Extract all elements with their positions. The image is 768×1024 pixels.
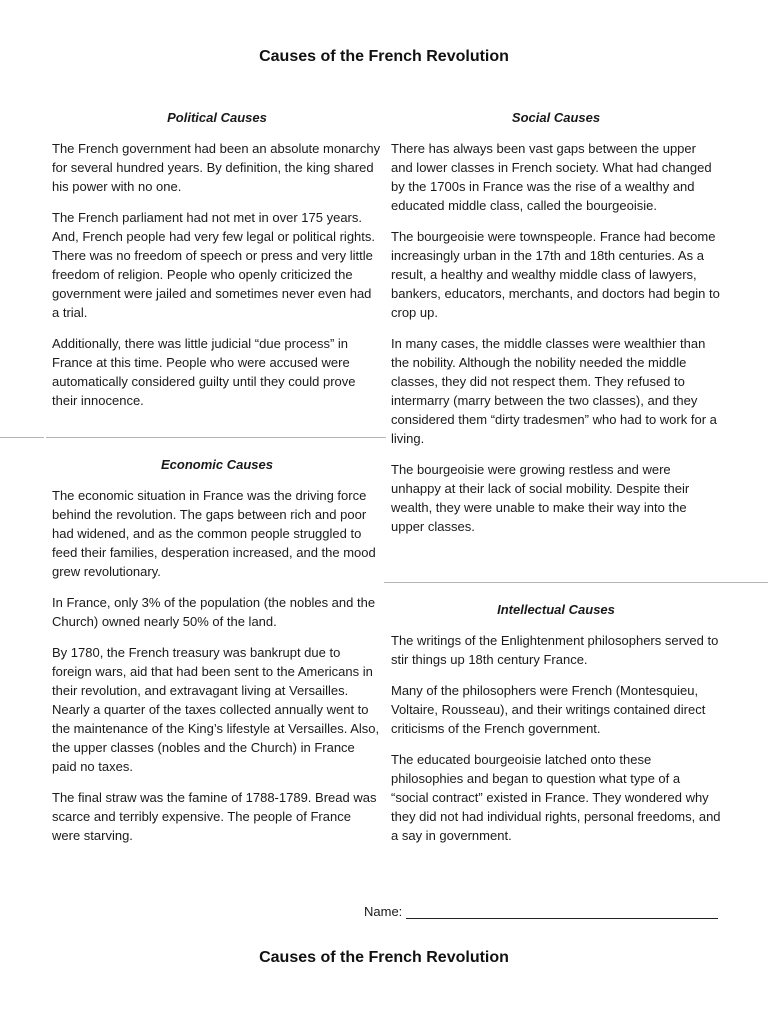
intellectual-paragraph-1: The writings of the Enlightenment philosophers served to stir things up 18th century France. xyxy=(391,633,719,667)
economic-causes-section xyxy=(52,455,382,857)
second-page-title: Causes of the French Revolution xyxy=(259,949,509,966)
name-field[interactable] xyxy=(364,904,718,919)
social-causes-section xyxy=(391,108,721,548)
economic-paragraph-3: By 1780, the French treasury was bankrupt due to foreign wars, aid that had been sent to the Americans in their revolution, and extravagant living at Versailles. Nearly a quarter of the taxes collected annually went to the maintenance of the King’s lifestyle at Versailles. Also, the upper classes (nobles and the Church) in France paid no taxes. xyxy=(52,645,380,774)
social-paragraph-2: The bourgeoisie were townspeople. France had become increasingly urban in the 17th and 18th centuries. As a result, a healthy and wealthy middle class of lawyers, bankers, educators, merchants, and doctors had begin to crop up. xyxy=(391,229,720,320)
political-paragraph-1: The French government had been an absolute monarchy for several hundred years. By definition, the king shared his power with no one. xyxy=(52,141,381,194)
economic-paragraph-1: The economic situation in France was the driving force behind the revolution. The gaps between rich and poor had widened, and as the common people struggled to feed their families, desperation increased, and the mood grew revolutionary. xyxy=(52,488,376,579)
social-causes-heading: Social Causes xyxy=(511,110,601,125)
economic-causes-heading: Economic Causes xyxy=(161,457,273,472)
page-title: Causes of the French Revolution xyxy=(259,48,509,65)
economic-paragraph-2: In France, only 3% of the population (the nobles and the Church) owned nearly 50% of the land. xyxy=(52,595,376,629)
section-divider-left xyxy=(46,437,386,438)
political-paragraph-2: The French parliament had not met in over 175 years. And, French people had very few legal or political rights. There was no freedom of speech or press and very little freedom of religion. People who openly criticized the government were jailed and sometimes never even had a trial. xyxy=(52,210,376,320)
social-paragraph-3: In many cases, the middle classes were wealthier than the nobility. Although the nobility needed the middle classes, they did not respect them. They refused to intermarry (marry between the two classes), and they considered them “dirty tradesmen” who had to work for a living. xyxy=(391,336,717,446)
social-paragraph-1: There has always been vast gaps between the upper and lower classes in French society. What had changed by the 1700s in France was the rise of a wealthy and educated middle class, called the bourgeoisie. xyxy=(391,141,712,213)
political-causes-heading: Political Causes xyxy=(167,110,267,125)
intellectual-causes-section xyxy=(391,600,721,857)
political-causes-section xyxy=(52,108,382,422)
section-divider-left-edge xyxy=(0,437,44,438)
name-label: Name: xyxy=(364,904,403,919)
intellectual-paragraph-3: The educated bourgeoisie latched onto these philosophies and began to question what type of a “social contract” existed in France. They wondered why they did not had individual rights, personal freedoms, and a say in government. xyxy=(391,752,721,843)
social-paragraph-4: The bourgeoisie were growing restless and were unhappy at their lack of social mobility. Despite their wealth, they were unable to make their way into the upper classes. xyxy=(391,462,690,534)
intellectual-paragraph-2: Many of the philosophers were French (Montesquieu, Voltaire, Rousseau), and their writings contained direct criticisms of the French government. xyxy=(391,683,706,736)
intellectual-causes-heading: Intellectual Causes xyxy=(497,602,615,617)
economic-paragraph-4: The final straw was the famine of 1788-1789. Bread was scarce and terribly expensive. The people of France were starving. xyxy=(52,790,377,843)
name-blank-line[interactable] xyxy=(406,905,718,919)
political-paragraph-3: Additionally, there was little judicial “due process” in France at this time. People who were accused were automatically considered guilty until they could prove their innocence. xyxy=(52,336,356,408)
section-divider-right xyxy=(384,582,768,583)
